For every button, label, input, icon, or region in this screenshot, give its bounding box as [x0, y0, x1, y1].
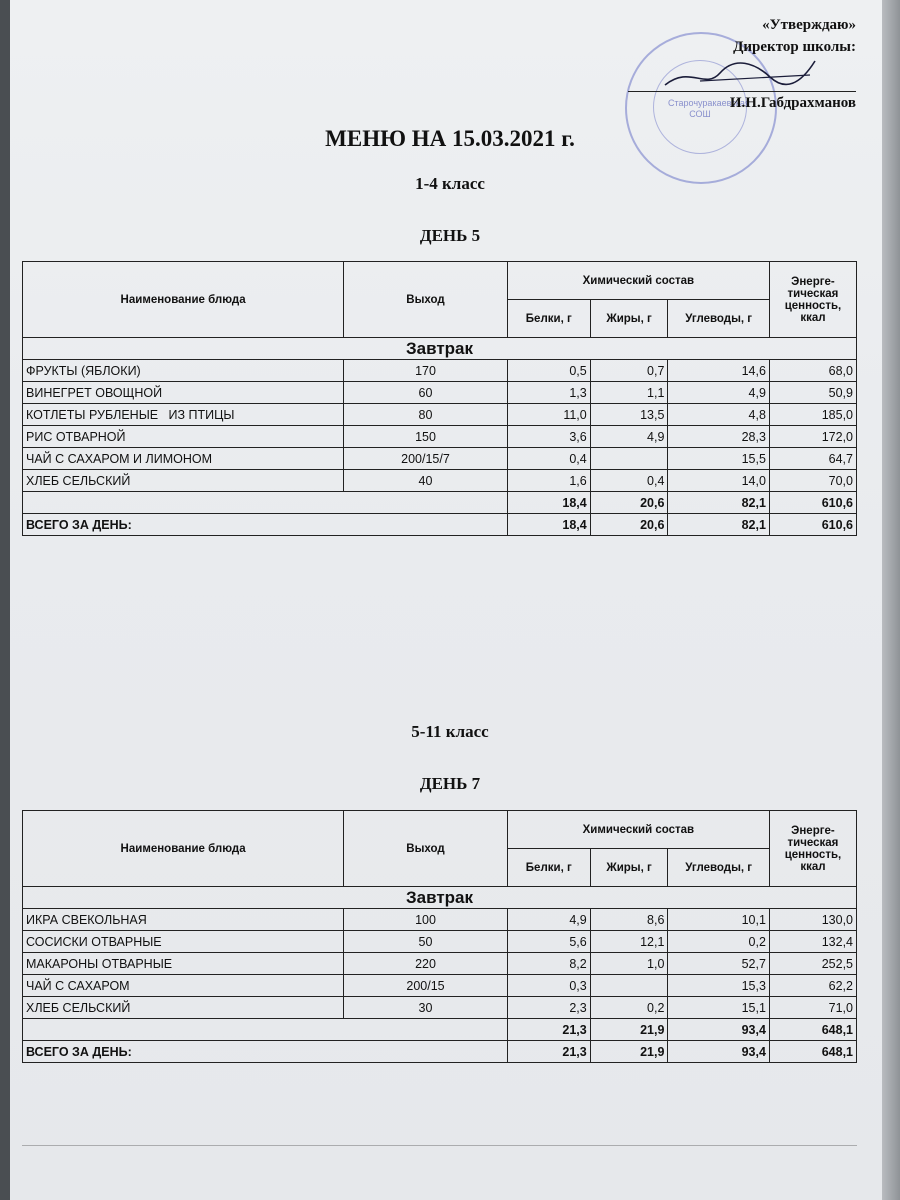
- dish-energy: 70,0: [769, 470, 856, 492]
- dish-energy: 130,0: [769, 909, 856, 931]
- day-total-row: [23, 514, 857, 536]
- subtotal-row: [23, 492, 857, 514]
- dish-name: ВИНЕГРЕТ ОВОЩНОЙ: [23, 382, 344, 404]
- total-carbs: 82,1: [668, 514, 770, 536]
- subtotal-carbs: 93,4: [668, 1019, 770, 1041]
- dish-fat: 0,7: [590, 360, 668, 382]
- dish-name: ЧАЙ С САХАРОМ И ЛИМОНОМ: [23, 448, 344, 470]
- dish-carbs: 14,6: [668, 360, 770, 382]
- dish-energy: 71,0: [769, 997, 856, 1019]
- subtotal-carbs: 82,1: [668, 492, 770, 514]
- dish-energy: 132,4: [769, 931, 856, 953]
- dish-protein: 3,6: [507, 426, 590, 448]
- header-protein: Белки, г: [507, 300, 590, 338]
- total-fat: 21,9: [590, 1041, 668, 1063]
- approval-heading: «Утверждаю»: [762, 17, 856, 33]
- dish-carbs: 10,1: [668, 909, 770, 931]
- dish-protein: 0,4: [507, 448, 590, 470]
- dish-fat: [590, 975, 668, 997]
- dish-carbs: 4,9: [668, 382, 770, 404]
- day-total-row: [23, 1041, 857, 1063]
- dish-energy: 68,0: [769, 360, 856, 382]
- day-total-label: ВСЕГО ЗА ДЕНЬ:: [23, 1041, 508, 1063]
- dish-name: КОТЛЕТЫ РУБЛЕНЫЕ ИЗ ПТИЦЫ: [23, 404, 344, 426]
- dish-energy: 252,5: [769, 953, 856, 975]
- header-dish-name: Наименование блюда: [23, 262, 344, 338]
- dish-energy: 185,0: [769, 404, 856, 426]
- approval-position: Директор школы:: [733, 39, 856, 55]
- meal-label: Завтрак: [23, 338, 857, 360]
- table-row: [23, 931, 857, 953]
- header-chem-composition: Химический состав: [507, 811, 769, 849]
- dish-protein: 0,3: [507, 975, 590, 997]
- subtotal-protein: 21,3: [507, 1019, 590, 1041]
- approval-block: [620, 14, 856, 114]
- dish-name: ФРУКТЫ (ЯБЛОКИ): [23, 360, 344, 382]
- dish-carbs: 14,0: [668, 470, 770, 492]
- subtotal-energy: 648,1: [769, 1019, 856, 1041]
- dish-energy: 62,2: [769, 975, 856, 997]
- dish-fat: 8,6: [590, 909, 668, 931]
- header-carbs: Углеводы, г: [668, 300, 770, 338]
- day-label-2: ДЕНЬ 7: [419, 774, 481, 793]
- dish-protein: 1,6: [507, 470, 590, 492]
- total-energy: 648,1: [769, 1041, 856, 1063]
- dish-output: 60: [344, 382, 508, 404]
- dish-output: 150: [344, 426, 508, 448]
- dish-name: СОСИСКИ ОТВАРНЫЕ: [23, 931, 344, 953]
- director-name: И.Н.Габдрахманов: [729, 95, 856, 111]
- dish-protein: 5,6: [507, 931, 590, 953]
- dish-carbs: 15,5: [668, 448, 770, 470]
- dish-output: 80: [344, 404, 508, 426]
- dish-energy: 64,7: [769, 448, 856, 470]
- total-fat: 20,6: [590, 514, 668, 536]
- dish-carbs: 4,8: [668, 404, 770, 426]
- subtotal-row: [23, 1019, 857, 1041]
- day-label-1: ДЕНЬ 5: [419, 226, 481, 245]
- dish-fat: 12,1: [590, 931, 668, 953]
- table-row: [23, 997, 857, 1019]
- subtotal-protein: 18,4: [507, 492, 590, 514]
- dish-output: 40: [344, 470, 508, 492]
- table-row: [23, 953, 857, 975]
- header-fat: Жиры, г: [590, 300, 668, 338]
- header-output: Выход: [344, 811, 508, 887]
- grade-label-2: 5-11 класс: [411, 722, 489, 741]
- dish-carbs: 52,7: [668, 953, 770, 975]
- header-energy: Энерге-тическая ценность, ккал: [769, 262, 856, 338]
- subtotal-energy: 610,6: [769, 492, 856, 514]
- dish-carbs: 15,1: [668, 997, 770, 1019]
- dish-fat: 1,0: [590, 953, 668, 975]
- dish-output: 100: [344, 909, 508, 931]
- subtotal-fat: 21,9: [590, 1019, 668, 1041]
- dish-fat: 4,9: [590, 426, 668, 448]
- header-carbs: Углеводы, г: [668, 849, 770, 887]
- dish-name: МАКАРОНЫ ОТВАРНЫЕ: [23, 953, 344, 975]
- dish-energy: 172,0: [769, 426, 856, 448]
- dish-name: РИС ОТВАРНОЙ: [23, 426, 344, 448]
- stamp-text: Старочуракаевская СОШ: [668, 98, 750, 119]
- dish-output: 200/15/7: [344, 448, 508, 470]
- dish-protein: 8,2: [507, 953, 590, 975]
- header-energy: Энерге-тическая ценность, ккал: [769, 811, 856, 887]
- dish-protein: 0,5: [507, 360, 590, 382]
- page-edge: [882, 0, 900, 1200]
- table-row: [23, 470, 857, 492]
- total-carbs: 93,4: [668, 1041, 770, 1063]
- dish-fat: 13,5: [590, 404, 668, 426]
- header-protein: Белки, г: [507, 849, 590, 887]
- table-row: [23, 975, 857, 997]
- dish-output: 30: [344, 997, 508, 1019]
- dish-fat: 0,2: [590, 997, 668, 1019]
- dish-protein: 1,3: [507, 382, 590, 404]
- table-row: [23, 426, 857, 448]
- dish-protein: 2,3: [507, 997, 590, 1019]
- grade-label-1: 1-4 класс: [415, 174, 485, 193]
- dish-carbs: 0,2: [668, 931, 770, 953]
- dish-name: ХЛЕБ СЕЛЬСКИЙ: [23, 470, 344, 492]
- dish-fat: 1,1: [590, 382, 668, 404]
- dish-output: 200/15: [344, 975, 508, 997]
- meal-label: Завтрак: [23, 887, 857, 909]
- dish-carbs: 28,3: [668, 426, 770, 448]
- menu-table-1: [22, 261, 857, 536]
- dish-name: ХЛЕБ СЕЛЬСКИЙ: [23, 997, 344, 1019]
- dish-name: ИКРА СВЕКОЛЬНАЯ: [23, 909, 344, 931]
- dish-protein: 11,0: [507, 404, 590, 426]
- dish-carbs: 15,3: [668, 975, 770, 997]
- subtotal-blank: [23, 1019, 508, 1041]
- table-row: [23, 404, 857, 426]
- table-row: [23, 360, 857, 382]
- dish-fat: 0,4: [590, 470, 668, 492]
- total-protein: 21,3: [507, 1041, 590, 1063]
- dish-name: ЧАЙ С САХАРОМ: [23, 975, 344, 997]
- menu-table-2: [22, 810, 857, 1063]
- dish-protein: 4,9: [507, 909, 590, 931]
- dish-output: 170: [344, 360, 508, 382]
- dish-output: 50: [344, 931, 508, 953]
- table-row: [23, 448, 857, 470]
- dish-fat: [590, 448, 668, 470]
- subtotal-blank: [23, 492, 508, 514]
- bleed-through-line: [22, 1145, 857, 1146]
- total-protein: 18,4: [507, 514, 590, 536]
- table-row: [23, 909, 857, 931]
- header-chem-composition: Химический состав: [507, 262, 769, 300]
- dish-output: 220: [344, 953, 508, 975]
- header-dish-name: Наименование блюда: [23, 811, 344, 887]
- dish-energy: 50,9: [769, 382, 856, 404]
- day-total-label: ВСЕГО ЗА ДЕНЬ:: [23, 514, 508, 536]
- subtotal-fat: 20,6: [590, 492, 668, 514]
- page-title: МЕНЮ НА 15.03.2021 г.: [325, 126, 575, 151]
- header-output: Выход: [344, 262, 508, 338]
- header-fat: Жиры, г: [590, 849, 668, 887]
- table-row: [23, 382, 857, 404]
- total-energy: 610,6: [769, 514, 856, 536]
